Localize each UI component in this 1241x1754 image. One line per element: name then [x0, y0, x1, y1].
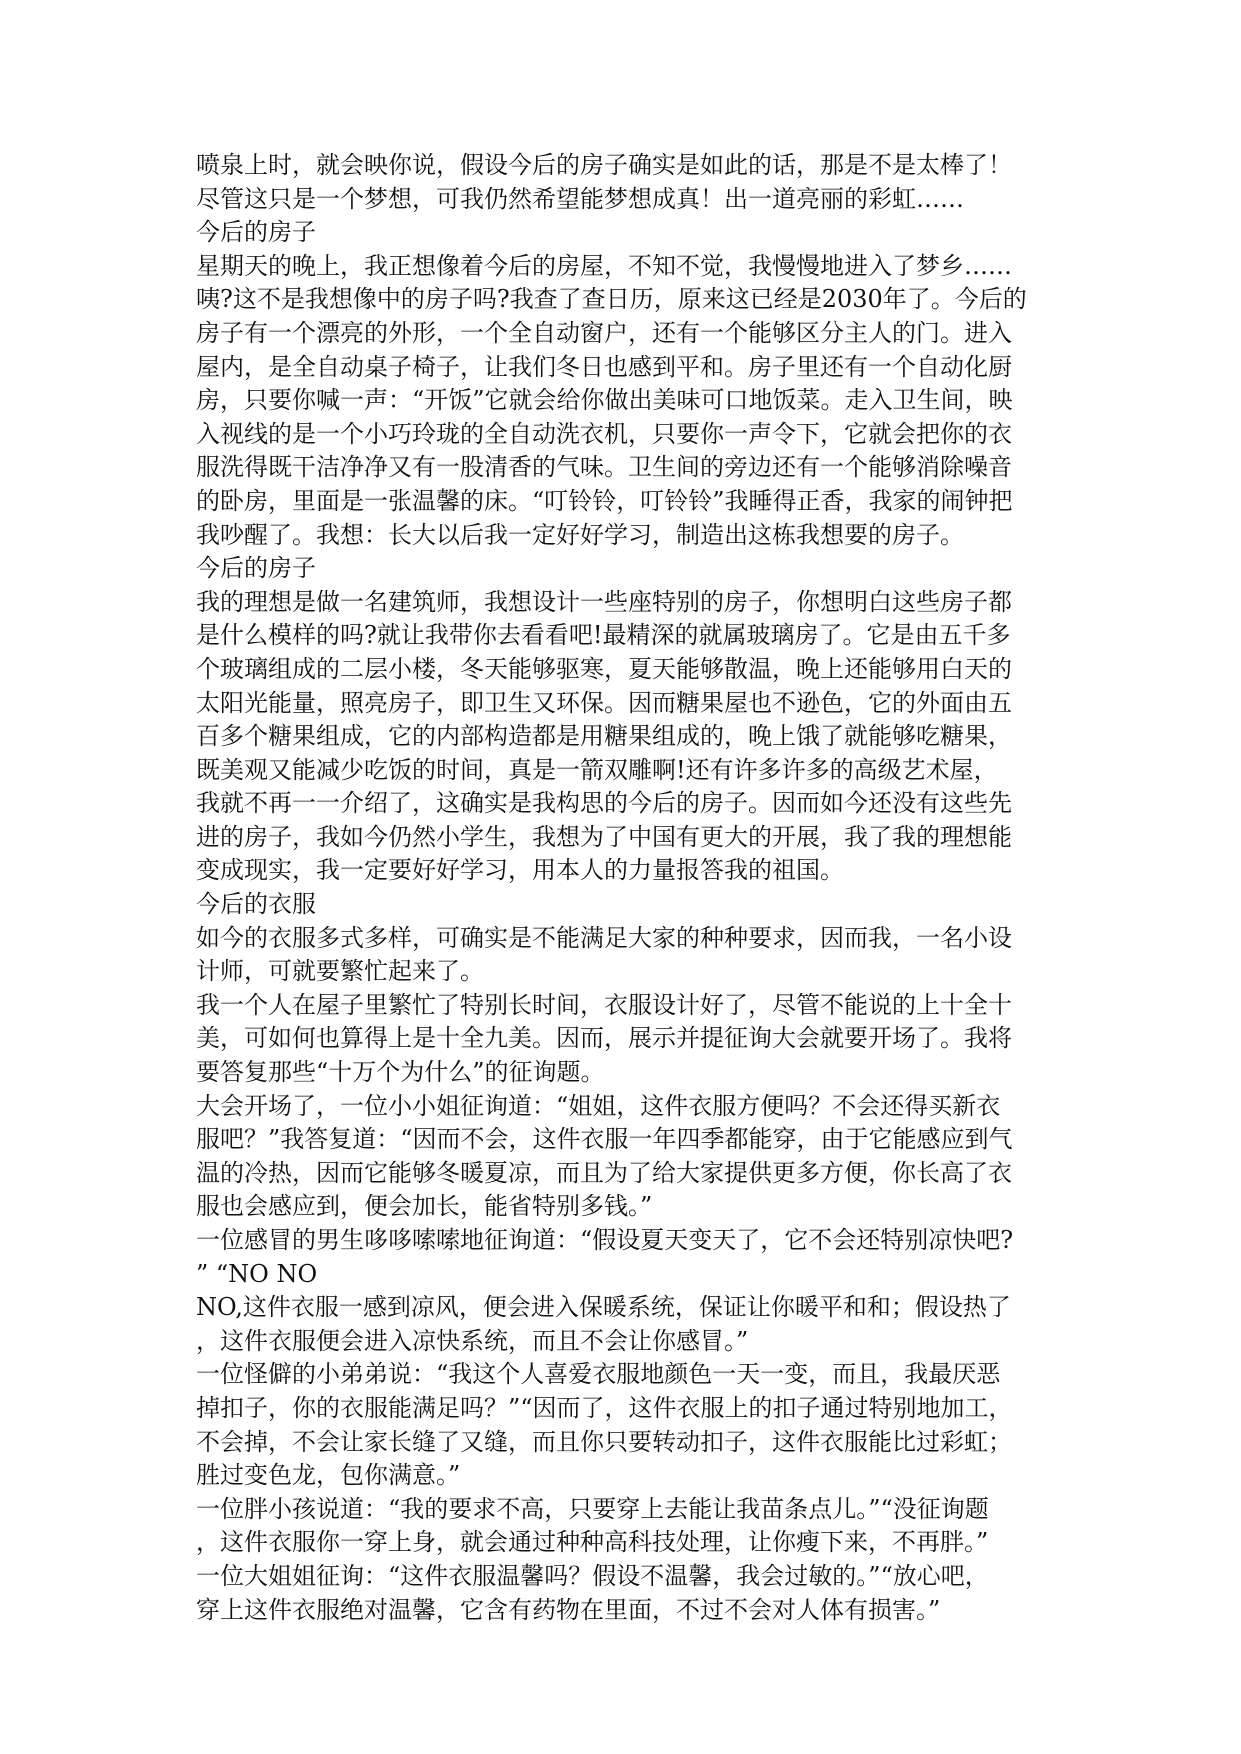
- text-line: ，这件衣服你一穿上身，就会通过种种高科技处理，让你瘦下来，不再胖。”: [196, 1528, 989, 1557]
- text-line: NO,这件衣服一感到凉风，便会进入保暖系统，保证让你暖平和和；假设热了: [196, 1293, 1011, 1322]
- text-line: 屋内，是全自动桌子椅子，让我们冬日也感到平和。房子里还有一个自动化厨: [196, 352, 1012, 381]
- text-line: 一位怪僻的小弟弟说：“我这个人喜爱衣服地颜色一天一变，而且，我最厌恶: [196, 1360, 1001, 1389]
- text-line: 星期天的晚上，我正想像着今后的房屋，不知不觉，我慢慢地进入了梦乡……: [196, 251, 1012, 280]
- text-line: 计师，可就要繁忙起来了。: [196, 957, 484, 986]
- text-line: 一位感冒的男生哆哆嗦嗦地征询道：“假设夏天变天了，它不会还特别凉快吧?: [196, 1226, 1014, 1254]
- text-line: 服吧？”我答复道：“因而不会，这件衣服一年四季都能穿，由于它能感应到气: [196, 1125, 1013, 1154]
- text-line: ，这件衣服便会进入凉快系统，而且不会让你感冒。”: [196, 1326, 749, 1355]
- text-line: 如今的衣服多式多样，可确实是不能满足大家的种种要求，因而我，一名小设: [196, 923, 1012, 952]
- section-heading: 今后的衣服: [196, 890, 316, 919]
- text-line: 咦?这不是我想像中的房子吗?我查了查日历，原来这已经是2030年了。今后的: [196, 285, 1027, 314]
- text-line: 我就不再一一介绍了，这确实是我构思的今后的房子。因而如今还没有这些先: [196, 789, 1012, 818]
- text-line: 我的理想是做一名建筑师，我想设计一些座特别的房子，你想明白这些房子都: [196, 587, 1012, 616]
- text-line: 房子有一个漂亮的外形，一个全自动窗户，还有一个能够区分主人的门。进入: [196, 318, 1012, 347]
- text-line: 房，只要你喊一声：“开饭”它就会给你做出美味可口地饭菜。走入卫生间，映: [196, 386, 1013, 415]
- text-line: 喷泉上时，就会映你说，假设今后的房子确实是如此的话，那是不是太棒了！: [196, 151, 1012, 179]
- text-line: 美，可如何也算得上是十全九美。因而，展示并提征询大会就要开场了。我将: [196, 1024, 1012, 1053]
- section-heading: 今后的房子: [196, 554, 316, 583]
- text-line: 我吵醒了。我想：长大以后我一定好好学习，制造出这栋我想要的房子。: [196, 520, 964, 549]
- text-line: 太阳光能量，照亮房子，即卫生又环保。因而糖果屋也不逊色，它的外面由五: [196, 688, 1012, 717]
- text-line: 一位胖小孩说道：“我的要求不高，只要穿上去能让我苗条点儿。”“没征询题: [196, 1494, 989, 1523]
- text-line: 进的房子，我如今仍然小学生，我想为了中国有更大的开展，我了我的理想能: [196, 822, 1012, 851]
- text-line: 我一个人在屋子里繁忙了特别长时间，衣服设计好了，尽管不能说的上十全十: [196, 990, 1012, 1019]
- text-line: 服也会感应到，便会加长，能省特别多钱。”: [196, 1192, 653, 1221]
- text-line: 入视线的是一个小巧玲珑的全自动洗衣机，只要你一声令下，它就会把你的衣: [196, 419, 1012, 448]
- text-line: 一位大姐姐征询：“这件衣服温馨吗？假设不温馨，我会过敏的。”“放心吧，: [196, 1561, 989, 1590]
- text-line: 是什么模样的吗?就让我带你去看看吧!最精深的就属玻璃房了。它是由五千多: [196, 621, 1011, 650]
- text-line: 变成现实，我一定要好好学习，用本人的力量报答我的祖国。: [196, 856, 844, 885]
- text-line: 胜过变色龙，包你满意。”: [196, 1461, 461, 1490]
- text-line: 个玻璃组成的二层小楼，冬天能够驱寒，夏天能够散温，晚上还能够用白天的: [196, 654, 1012, 683]
- text-line: 大会开场了，一位小小姐征询道：“姐姐，这件衣服方便吗？不会还得买新衣: [196, 1091, 1001, 1120]
- text-line: 既美观又能减少吃饭的时间，真是一箭双雕啊!还有许多许多的高级艺术屋，: [196, 755, 998, 784]
- text-line: 掉扣子，你的衣服能满足吗？”“因而了，这件衣服上的扣子通过特别地加工，: [196, 1393, 1013, 1422]
- text-line: 尽管这只是一个梦想，可我仍然希望能梦想成真！出一道亮丽的彩虹……: [196, 184, 964, 213]
- text-line: 要答复那些“十万个为什么”的征询题。: [196, 1058, 605, 1087]
- text-line: 温的冷热，因而它能够冬暖夏凉，而且为了给大家提供更多方便，你长高了衣: [196, 1158, 1012, 1187]
- section-heading: 今后的房子: [196, 218, 316, 247]
- text-line: ” “NO NO: [196, 1259, 318, 1288]
- text-line: 百多个糖果组成，它的内部构造都是用糖果组成的，晚上饿了就能够吃糖果，: [196, 722, 1012, 751]
- text-line: 服洗得既干洁净净又有一股清香的气味。卫生间的旁边还有一个能够消除噪音: [196, 453, 1012, 482]
- text-line: 穿上这件衣服绝对温馨，它含有药物在里面，不过不会对人体有损害。”: [196, 1595, 941, 1624]
- document-page: [196, 149, 1046, 1627]
- text-line: 的卧房，里面是一张温馨的床。“叮铃铃，叮铃铃”我睡得正香，我家的闹钟把: [196, 486, 1013, 515]
- text-line: 不会掉，不会让家长缝了又缝，而且你只要转动扣子，这件衣服能比过彩虹；: [196, 1427, 1012, 1456]
